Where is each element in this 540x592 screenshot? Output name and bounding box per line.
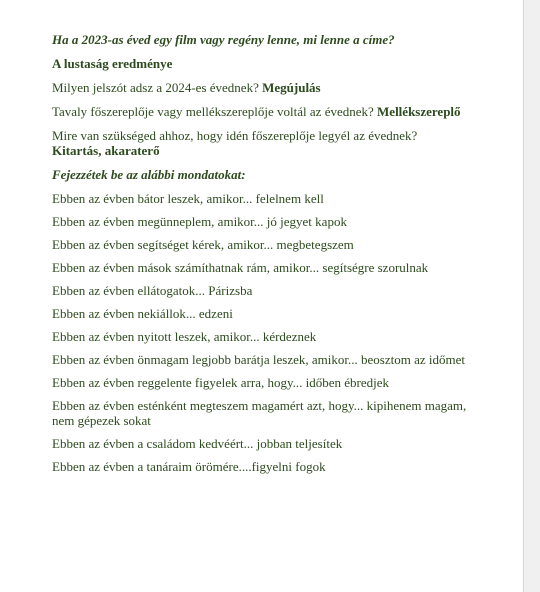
sentence-item: Ebben az évben mások számíthatnak rám, amikor... segítségre szorulnak (52, 260, 429, 275)
sentence-item: Ebben az évben a tanáraim örömére....figyelni fogok (52, 459, 326, 474)
answer-text: Mellékszereplő (377, 104, 461, 119)
question-text: Milyen jelszót adsz a 2024-es évednek? (52, 80, 263, 95)
sentence-item: Ebben az évben megünneplem, amikor... jó jegyet kapok (52, 214, 347, 229)
sentence-item: Ebben az évben reggelente figyelek arra, hogy... időben ébredjek (52, 375, 390, 390)
sentence-item: Ebben az évben önmagam legjobb barátja leszek, amikor... beosztom az időmet (52, 352, 465, 367)
sentence-item: Ebben az évben nekiállok... edzeni (52, 306, 233, 321)
answer-text: Kitartás, akaraterő (52, 143, 160, 158)
sentence-item: Ebben az évben ellátogatok... Párizsba (52, 283, 253, 298)
sentence-item: Ebben az évben nyitott leszek, amikor... kérdeznek (52, 329, 317, 344)
sentence-item: Ebben az évben a családom kedvéért... jobban teljesítek (52, 436, 343, 451)
qa-item (52, 104, 472, 119)
qa-item (52, 80, 472, 95)
qa-item (52, 128, 472, 158)
instruction: Fejezzétek be az alábbi mondatokat: (52, 167, 246, 182)
vertical-scrollbar[interactable] (523, 0, 540, 592)
answer-text: Megújulás (262, 80, 321, 95)
heading-question: Ha a 2023-as éved egy film vagy regény lenne, mi lenne a címe? (52, 32, 395, 47)
answer-title: A lustaság eredménye (52, 56, 173, 71)
question-text: Mire van szükséged ahhoz, hogy idén főszereplője legyél az évednek? (52, 128, 418, 143)
question-text: Tavaly főszereplője vagy mellékszereplője voltál az évednek? (52, 104, 378, 119)
document-body (52, 32, 472, 482)
sentence-item: Ebben az évben bátor leszek, amikor... felelnem kell (52, 191, 324, 206)
sentence-item: Ebben az évben segítséget kérek, amikor... megbetegszem (52, 237, 354, 252)
sentence-item: Ebben az évben esténként megteszem magamért azt, hogy... kipihenem magam, nem gépezek sokat (52, 398, 467, 428)
